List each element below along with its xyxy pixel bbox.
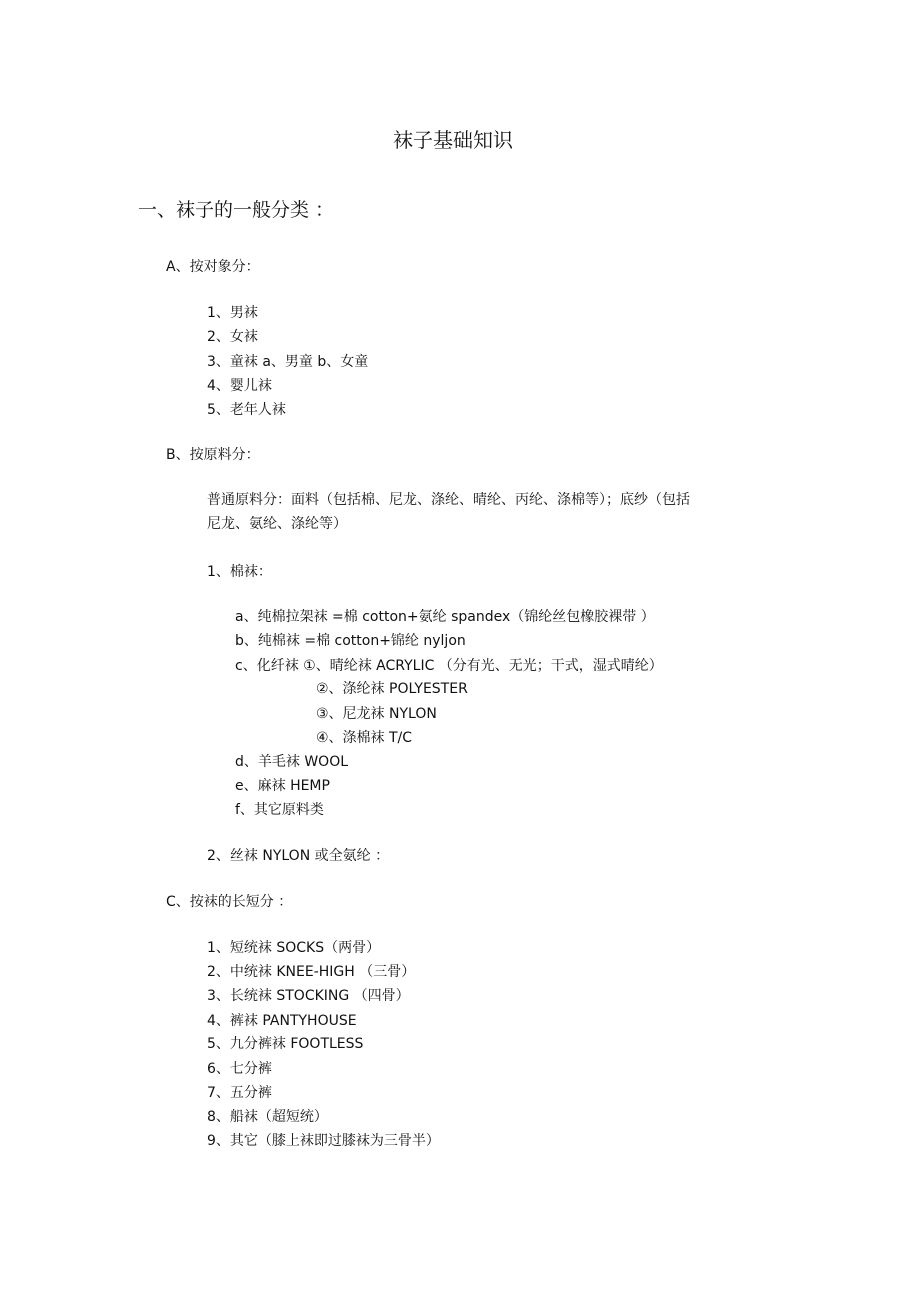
list-item: 2、中统袜 KNEE-HIGH （三骨） <box>207 964 416 980</box>
list-item: 8、船袜（超短统） <box>207 1109 328 1125</box>
list-item: 7、五分裤 <box>207 1085 272 1101</box>
list-item: 3、童袜 a、男童 b、女童 <box>207 354 369 370</box>
list-item: 6、七分裤 <box>207 1061 272 1077</box>
section-b-label: B、按原料分： <box>166 447 260 463</box>
list-item: 5、老年人袜 <box>207 402 286 418</box>
list-item: 2、女袜 <box>207 329 258 345</box>
list-item: f、其它原料类 <box>235 802 324 818</box>
list-item: 1、男袜 <box>207 305 258 321</box>
list-item: 4、婴儿袜 <box>207 378 272 394</box>
list-item: 4、裤袜 PANTYHOUSE <box>207 1013 357 1029</box>
list-item: b、纯棉袜 =棉 cotton+锦纶 nyljon <box>235 633 466 649</box>
list-item: 3、长统袜 STOCKING （四骨） <box>207 988 410 1004</box>
section-a-label: A、按对象分： <box>166 259 260 275</box>
silk-socks-item: 2、丝袜 NYLON 或全氨纶 ： <box>207 848 390 864</box>
material-intro-line: 普通原料分：面料（包括棉、尼龙、涤纶、晴纶、丙纶、涤棉等）；底纱（包括 <box>207 492 690 508</box>
list-item: c、化纤袜 ①、晴纶袜 ACRYLIC （分有光、无光；干式，湿式晴纶） <box>235 658 663 674</box>
list-item: 5、九分裤袜 FOOTLESS <box>207 1036 364 1052</box>
list-item: d、羊毛袜 WOOL <box>235 754 349 770</box>
section-c-label: C、按袜的长短分 ： <box>166 894 293 910</box>
heading-general-classification: 一、袜子的一般分类 ： <box>138 199 335 221</box>
cotton-socks-heading: 1、棉袜： <box>207 564 272 580</box>
list-item: ③、尼龙袜 NYLON <box>316 706 437 722</box>
list-item: e、麻袜 HEMP <box>235 778 330 794</box>
list-item: ②、涤纶袜 POLYESTER <box>316 681 468 697</box>
list-item: 9、其它（膝上袜即过膝袜为三骨半） <box>207 1133 440 1149</box>
document-title: 袜子基础知识 <box>393 128 513 152</box>
list-item: ④、涤棉袜 T/C <box>316 730 413 746</box>
material-intro-line: 尼龙、氨纶、涤纶等） <box>207 516 347 532</box>
list-item: 1、短统袜 SOCKS（两骨） <box>207 940 381 956</box>
list-item: a、纯棉拉架袜 =棉 cotton+氨纶 spandex（锦纶丝包橡胶裸带 ） <box>235 609 655 625</box>
